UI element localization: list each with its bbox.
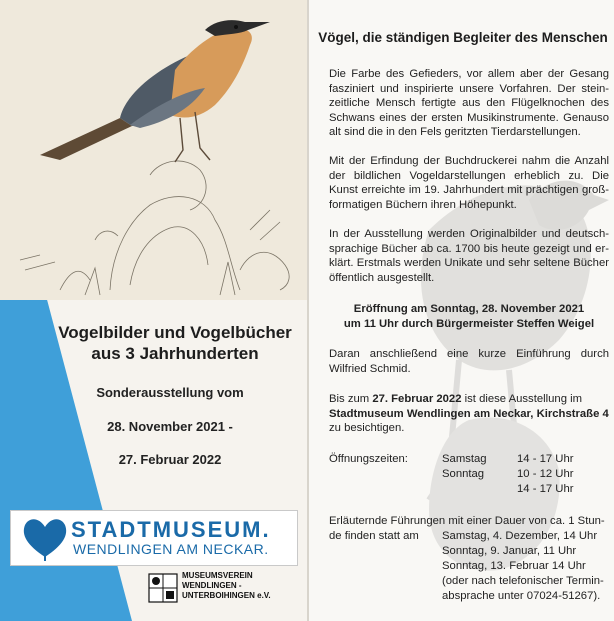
heart-leaf-icon (17, 515, 73, 561)
paragraph-2: Mit der Erfindung der Buchdruckerei nahm die Anzahl der bildlichen Vogeldarstellungen erheblich zu. Die Kunst erreichte im 19. Jahrhundert mit prächtigen großformatigen Büchern ihren Höhepunkt. (329, 155, 609, 211)
tours-intro-2: de finden statt am (329, 530, 419, 542)
date-end: 27. Februar 2022 (118, 452, 222, 467)
tour-date-3: Sonntag, 13. Februar 14 Uhr (442, 560, 586, 572)
stadtmuseum-logo (10, 510, 298, 566)
tour-date-1: Samstag, 4. Dezember, 14 Uhr (442, 530, 598, 542)
museumsverein-logo (148, 571, 298, 609)
exhibition-title (46, 322, 304, 364)
back-heading: Vögel, die ständigen Begleiter des Menschen (318, 30, 608, 45)
paragraph-1: Die Farbe des Gefieders, vor allem aber der Gesang fasziniert und inspirierte unsere Vorfahren. Der steinzeitliche Mensch fertigte aus den Flügelknochen des Schwans eines der ersten Musikinstrumente. Genauso alt sind die in den Fels geritzten Tierdarstellungen. (329, 68, 609, 139)
paragraph-3: In der Ausstellung werden Originalbilder und deutschsprachige Bücher ab ca. 1700 bis heute gezeigt und erklärt. Erstmals werden Unikate und sehr seltene Bücher öffentlich ausgestellt. (329, 228, 609, 284)
hours-time-3: 14 - 17 Uhr (517, 483, 574, 495)
title-line-2: aus 3 Jahrhunderten (91, 344, 259, 363)
venue-address: Stadtmuseum Wendlingen am Neckar, Kirchstraße 4 (329, 407, 609, 420)
title-line-1: Vogelbilder und Vogelbücher (58, 323, 292, 342)
tour-note-2: absprache unter 07024-51267). (442, 590, 601, 602)
hours-day-2: Sonntag (442, 468, 485, 480)
logo-city: WENDLINGEN AM NECKAR. (73, 541, 269, 557)
paragraph-4: Daran anschließend eine kurze Einführung durch Wilfried Schmid. (329, 348, 609, 375)
flyer-back-panel (309, 0, 614, 621)
tours-intro: Erläuternde Führungen mit einer Dauer von ca. 1 Stun- (329, 515, 605, 527)
logo-name: STADTMUSEUM. (71, 517, 271, 542)
date-start: 28. November 2021 - (107, 419, 233, 434)
exhibition-until: Bis zum 27. Februar 2022 ist diese Ausstellung im Stadtmuseum Wendlingen am Neckar, Kirchstraße 4 zu besichtigen. (329, 393, 609, 435)
tour-date-2: Sonntag, 9. Januar, 11 Uhr (442, 545, 577, 557)
opening-hours-label: Öffnungszeiten: (329, 453, 408, 465)
bird-illustration (0, 0, 307, 300)
hours-time-1: 14 - 17 Uhr (517, 453, 574, 465)
crest-icon (148, 573, 178, 603)
exhibition-subtitle: Sonderausstellung vom (96, 385, 244, 400)
hours-time-2: 10 - 12 Uhr (517, 468, 574, 480)
verein-name: MUSEUMSVEREIN WENDLINGEN - UNTERBOIHINGEN e.V. (182, 571, 271, 600)
opening-info: Eröffnung am Sonntag, 28. November 2021 um 11 Uhr durch Bürgermeister Steffen Weigel (343, 303, 595, 330)
tour-note-1: (oder nach telefonischer Termin- (442, 575, 604, 587)
hours-day-1: Samstag (442, 453, 487, 465)
